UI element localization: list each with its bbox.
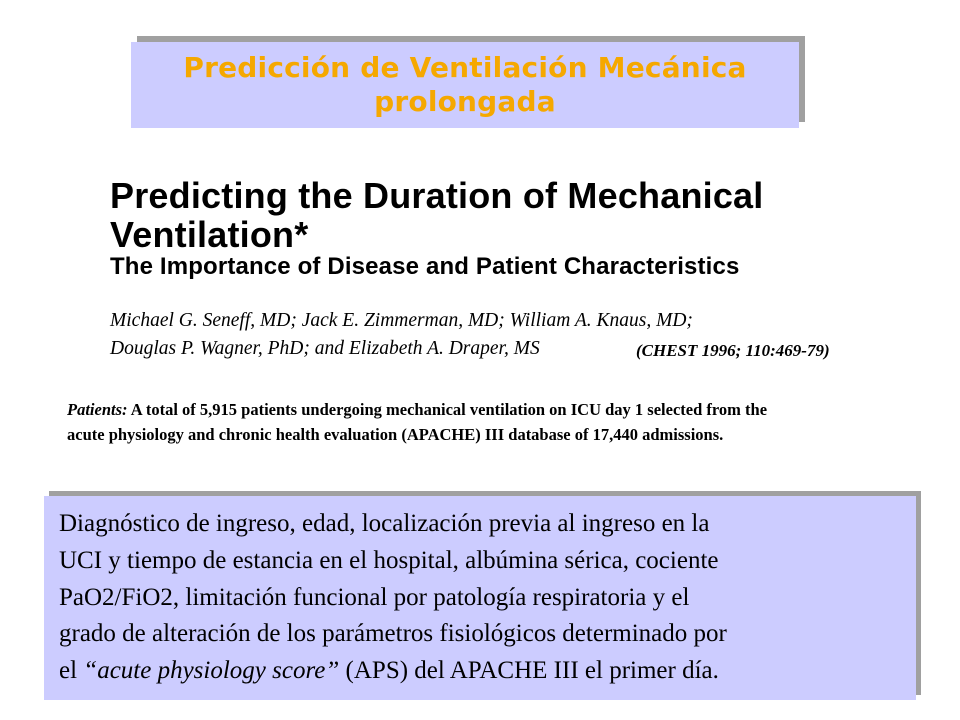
summary-box	[44, 496, 916, 700]
summary-line-2: UCI y tiempo de estancia en el hospital, albúmina sérica, cociente	[59, 546, 719, 574]
article-title-line-2: Ventilation*	[110, 214, 309, 255]
summary-text	[59, 506, 909, 690]
article-subtitle: The Importance of Disease and Patient Characteristics	[110, 253, 740, 280]
summary-line-1: Diagnóstico de ingreso, edad, localización previa al ingreso en la	[59, 510, 710, 537]
summary-line-4: grado de alteración de los parámetros fisiológicos determinado por	[59, 620, 727, 648]
article-abstract-excerpt	[67, 397, 917, 447]
authors-line-2: Douglas P. Wagner, PhD; and Elizabeth A. Draper, MS	[110, 338, 540, 359]
summary-aps-term: “acute physiology score”	[83, 657, 340, 685]
slide-title-line-1: Predicción de Ventilación Mecánica	[183, 51, 747, 84]
summary-line-5-start: el	[59, 657, 84, 685]
slide-title-line-2: prolongada	[374, 85, 556, 118]
article-title-line-1: Predicting the Duration of Mechanical	[110, 175, 764, 216]
summary-line-5-end: (APS) del APACHE III el primer día.	[339, 657, 719, 685]
slide-title-box	[131, 42, 799, 128]
abstract-line-1	[67, 397, 917, 422]
abstract-label: Patients:	[67, 400, 128, 419]
article-authors	[110, 307, 693, 363]
abstract-line-2: acute physiology and chronic health evaluation (APACHE) III database of 17,440 admissions.	[67, 425, 724, 444]
summary-line-5	[59, 653, 909, 690]
abstract-text-1: A total of 5,915 patients undergoing mechanical ventilation on ICU day 1 selected from the	[130, 400, 768, 419]
article-title	[110, 176, 763, 254]
authors-line-1: Michael G. Seneff, MD; Jack E. Zimmerman, MD; William A. Knaus, MD;	[110, 310, 693, 331]
summary-line-3: PaO2/FiO2, limitación funcional por patología respiratoria y el	[59, 583, 690, 611]
article-citation: (CHEST 1996; 110:469-79)	[636, 341, 830, 360]
